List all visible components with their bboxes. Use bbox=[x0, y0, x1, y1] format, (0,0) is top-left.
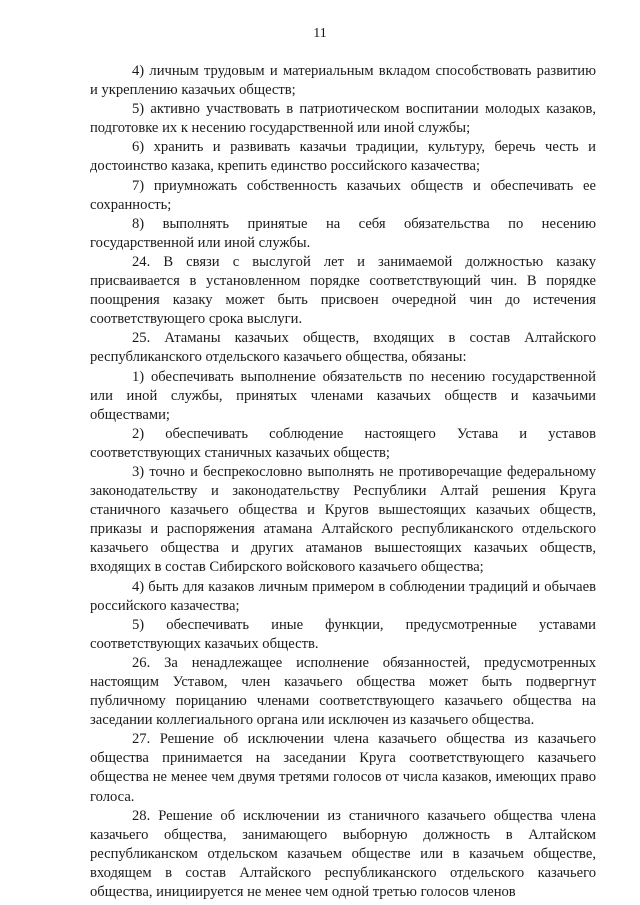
paragraph-section-24: 24. В связи с выслугой лет и занимаемой должностью казаку присваивается в установленном порядке соответствующий чин. В порядке поощрения казаку может быть присвоен очередной чин до истечения соответствующего срока выслуги. bbox=[90, 253, 596, 328]
paragraph-section-26: 26. За ненадлежащее исполнение обязанностей, предусмотренных настоящим Уставом, член казачьего общества может быть подвергнут публичному порицанию членами соответствующего казачьего общества на заседании коллегиального органа или исключен из казачьего общества. bbox=[90, 654, 596, 729]
paragraph-item-6: 6) хранить и развивать казачьи традиции, культуру, беречь честь и достоинство казака, крепить единство российского казачества; bbox=[90, 139, 596, 175]
paragraph-section-25: 25. Атаманы казачьих обществ, входящих в состав Алтайского республиканского отдельского казачьего общества, обязаны: bbox=[90, 330, 596, 366]
paragraph-section-28: 28. Решение об исключении из станичного казачьего общества члена казачьего общества, занимающего выборную должность в Алтайском республиканском отдельском казачьем обществе или в казачьем обществе, входящем в состав Алтайского республиканского отдельского казачьего общества, инициируется не менее чем одной третью голосов членов bbox=[90, 807, 596, 901]
paragraph-duty-5: 5) обеспечивать иные функции, предусмотренные уставами соответствующих казачьих обществ. bbox=[90, 616, 596, 652]
paragraph-duty-4: 4) быть для казаков личным примером в соблюдении традиций и обычаев российского казачества; bbox=[90, 578, 596, 614]
page-number: 11 bbox=[313, 26, 327, 41]
paragraph-item-8: 8) выполнять принятые на себя обязательства по несению государственной или иной службы. bbox=[90, 215, 596, 251]
document-body bbox=[90, 62, 596, 902]
paragraph-duty-3: 3) точно и беспрекословно выполнять не противоречащие федеральному законодательству и законодательству Республики Алтай решения Круга станичного казачьего общества и Кругов вышестоящих казачьих обществ, приказы и распоряжения атамана Алтайского республиканского отдельского казачьего общества и других атаманов вышестоящих казачьих обществ, входящих в состав Сибирского войскового казачьего общества; bbox=[90, 463, 596, 576]
paragraph-item-4: 4) личным трудовым и материальным вкладом способствовать развитию и укреплению казачьих обществ; bbox=[90, 63, 596, 99]
paragraph-duty-1: 1) обеспечивать выполнение обязательств по несению государственной или иной службы, принятых членами казачьих обществ и казачьими обществами; bbox=[90, 368, 596, 423]
paragraph-duty-2: 2) обеспечивать соблюдение настоящего Устава и уставов соответствующих станичных казачьих обществ; bbox=[90, 425, 596, 461]
paragraph-section-27: 27. Решение об исключении члена казачьего общества из казачьего общества принимается на заседании Круга соответствующего казачьего общества не менее чем двумя третями голосов от числа казаков, имеющих право голоса. bbox=[90, 731, 596, 805]
paragraph-item-5: 5) активно участвовать в патриотическом воспитании молодых казаков, подготовке их к несению государственной или иной службы; bbox=[90, 101, 596, 137]
paragraph-item-7: 7) приумножать собственность казачьих обществ и обеспечивать ее сохранность; bbox=[90, 177, 596, 213]
